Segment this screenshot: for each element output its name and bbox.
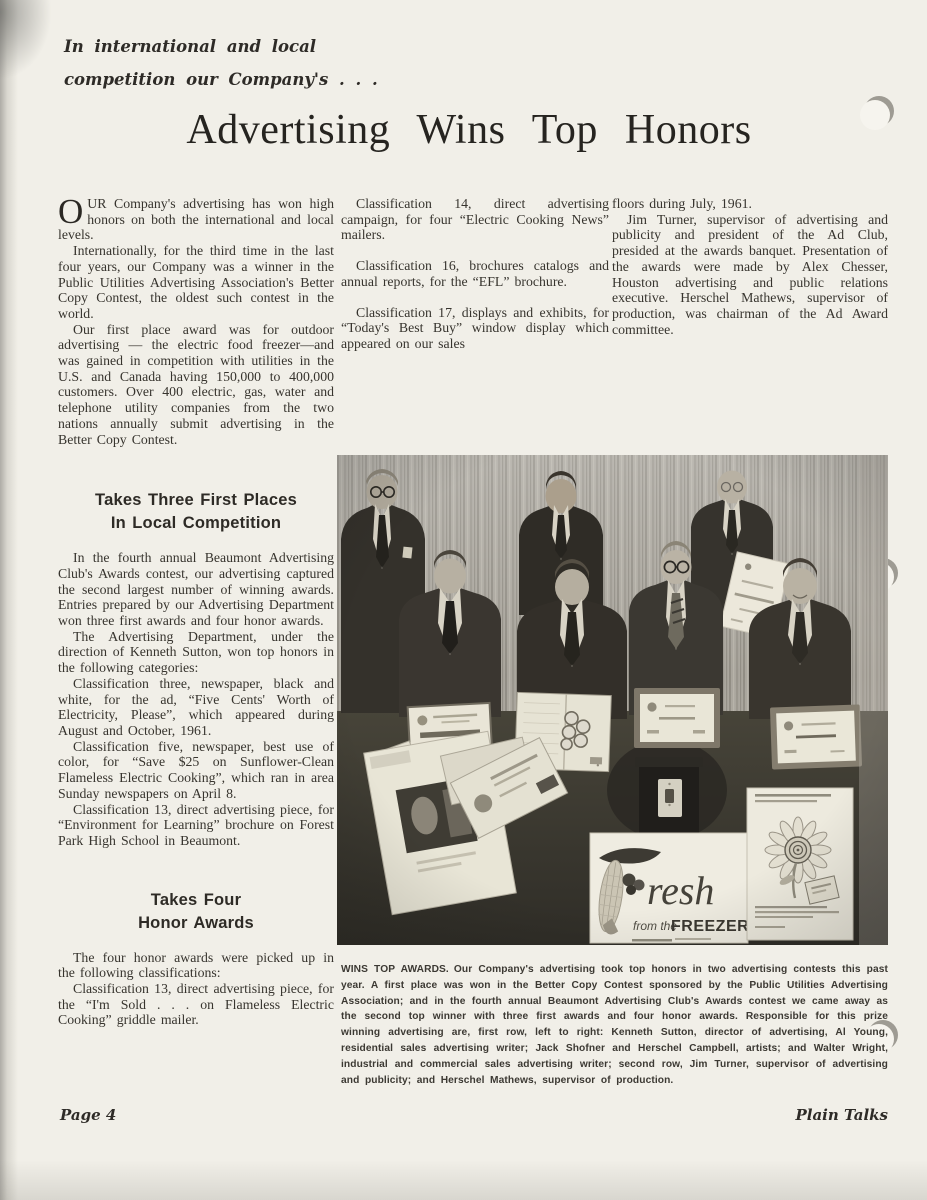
paragraph: Classification 13, direct advertising piece, for the “I'm Sold . . . on Flameless Electric Cooking” griddle mailer. xyxy=(58,981,334,1028)
paragraph: Classification 16, brochures catalogs and annual reports, for the “EFL” brochure. xyxy=(341,258,609,289)
paragraph: OUR Company's advertising has won high honors on both the international and local levels. xyxy=(58,192,334,243)
subhead-local-competition: Takes Three First Places In Local Competition xyxy=(95,491,297,533)
publication-name: Plain Talks xyxy=(795,1106,888,1124)
kicker xyxy=(64,30,378,96)
caption-body: Our Company's advertising took top honors in two advertising contests this past year. A first place was won in the Better Copy Contest sponsored by the Public Utilities Advertising Association; and in the fourth annual Beaumont Advertising Club's Awards contest we came away as the second top winner with three first awards and four honor awards. Responsible for this prize winning advertising are, first row, left to right: Kenneth Sutton, director of advertising, Al Young, residential sales advertising writer; Jack Shofner and Herschel Campbell, artists; and Walter Wright, industrial and commercial sales advertising writer; second row, Jim Turner, supervisor of advertising and publicity; and Herschel Mathews, supervisor of production. xyxy=(341,964,888,1086)
scan-edge-shadow xyxy=(0,0,18,1200)
subhead-honor-awards: Takes Four Honor Awards xyxy=(138,890,254,932)
scan-bottom-shadow xyxy=(0,1160,927,1200)
kicker-line1: In international and local xyxy=(64,37,317,56)
awards-photo xyxy=(337,455,888,945)
scan-corner-smudge xyxy=(0,0,52,80)
article-column-2 xyxy=(341,196,609,367)
drop-cap: O xyxy=(58,192,84,231)
photo-caption xyxy=(341,962,888,1088)
paragraph: Internationally, for the third time in the last four years, our Company was a winner in the Public Utilities Advertising Association's Better Copy Contest, the oldest such contest in the world. xyxy=(58,243,334,321)
paragraph: Classification 14, direct advertising campaign, for four “Electric Cooking News” mailers. xyxy=(341,196,609,243)
paragraph: floors during July, 1961. xyxy=(612,196,752,211)
article-column-1 xyxy=(58,192,334,1028)
paragraph: The four honor awards were picked up in the following classifications: xyxy=(58,949,334,981)
page-title: Advertising Wins Top Honors xyxy=(186,107,752,153)
paragraph: Classification 17, displays and exhibits, for “Today's Best Buy” window display which appeared on our sales xyxy=(341,304,609,351)
paragraph: Classification three, newspaper, black and white, for the ad, “Five Cents' Worth of Electricity, Please”, which appeared during August and October, 1961. xyxy=(58,675,334,738)
page-number: Page 4 xyxy=(60,1106,117,1124)
caption-lead: WINS TOP AWARDS. xyxy=(341,964,449,975)
paragraph: Classification 13, direct advertising piece, for “Environment for Learning” brochure on Forest Park High School in Beaumont. xyxy=(58,801,334,848)
paragraph: The Advertising Department, under the direction of Kenneth Sutton, won top honors in the following categories: xyxy=(58,628,334,676)
kicker-line2: competition our Company's . . . xyxy=(64,70,378,89)
paragraph: Our first place award was for outdoor advertising — the electric food freezer—and was gained in competition with utilities in the U.S. and Canada having 150,000 to 400,000 customers. Over 400 electric, gas, water and telephone utility companies from the two nations annually submit advertising in the Better Copy Contest. xyxy=(58,321,334,447)
paragraph: Jim Turner, supervisor of advertising and publicity and president of the Ad Club, presided at the awards banquet. Presentation of the awards were made by Alex Chesser, Houston advertising and public relations executive. Herschel Mathews, supervisor of production, was chairman of the Ad Award committee. xyxy=(612,211,888,337)
paragraph: In the fourth annual Beaumont Advertising Club's Awards contest, our advertising captured the second largest number of winning awards. Entries prepared by our Advertising Department won three first awards and four honor awards. xyxy=(58,550,334,629)
article-column-3 xyxy=(612,196,888,337)
paragraph: Classification five, newspaper, best use of color, for “Save $25 on Sunflower-Clean Flameless Electric Cooking”, which ran in area Sunday newspapers on April 8. xyxy=(58,738,334,801)
